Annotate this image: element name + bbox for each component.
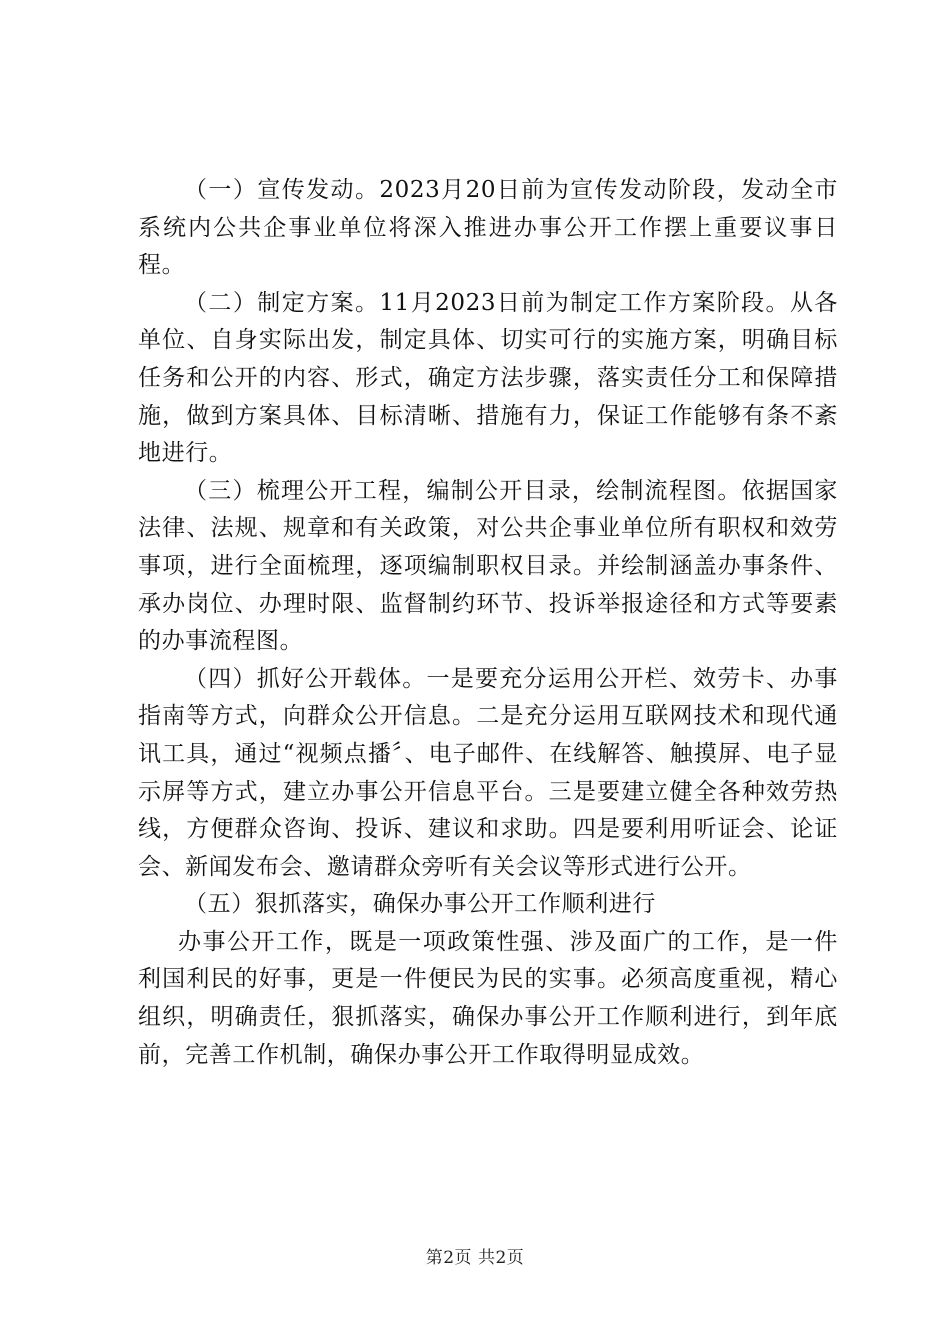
paragraph-carriers: （四）抓好公开载体。一是要充分运用公开栏、效劳卡、办事指南等方式，向群众公开信息。二是充分运用互联网技术和现代通讯工具，通过“视频点播〞、电子邮件、在线解答、触摸屏、电子显示屏等方式，建立办事公开信息平台。三是要建立健全各种效劳热线，方便群众咨询、投诉、建议和求助。四是要利用听证会、论证会、新闻发布会、邀请群众旁听有关会议等形式进行公开。 bbox=[138, 665, 838, 880]
document-body bbox=[138, 172, 838, 1074]
page-number-footer: 第2页 共2页 bbox=[425, 1248, 525, 1268]
paragraph-plan: （二）制定方案。11月2023日前为制定工作方案阶段。从各单位、自身实际出发，制定具体、切实可行的实施方案，明确目标任务和公开的内容、形式，确定方法步骤，落实责任分工和保障措施，做到方案具体、目标清晰、措施有力，保证工作能够有条不紊地进行。 bbox=[138, 289, 838, 467]
paragraph-publicity: （一）宣传发动。2023月20日前为宣传发动阶段，发动全市系统内公共企事业单位将深入推进办事公开工作摆上重要议事日程。 bbox=[138, 177, 838, 279]
paragraph-catalog: （三）梳理公开工程，编制公开目录，绘制流程图。依据国家法律、法规、规章和有关政策，对公共企事业单位所有职权和效劳事项，进行全面梳理，逐项编制职权目录。并绘制涵盖办事条件、承办岗位、办理时限、监督制约环节、投诉举报途径和方式等要素的办事流程图。 bbox=[138, 477, 838, 655]
paragraph-conclusion: 办事公开工作，既是一项政策性强、涉及面广的工作，是一件利国利民的好事，更是一件便民为民的实事。必须高度重视，精心组织，明确责任，狠抓落实，确保办事公开工作顺利进行，到年底前，完善工作机制，确保办事公开工作取得明显成效。 bbox=[138, 928, 838, 1068]
paragraph-implementation-heading: （五）狠抓落实，确保办事公开工作顺利进行 bbox=[184, 891, 656, 918]
